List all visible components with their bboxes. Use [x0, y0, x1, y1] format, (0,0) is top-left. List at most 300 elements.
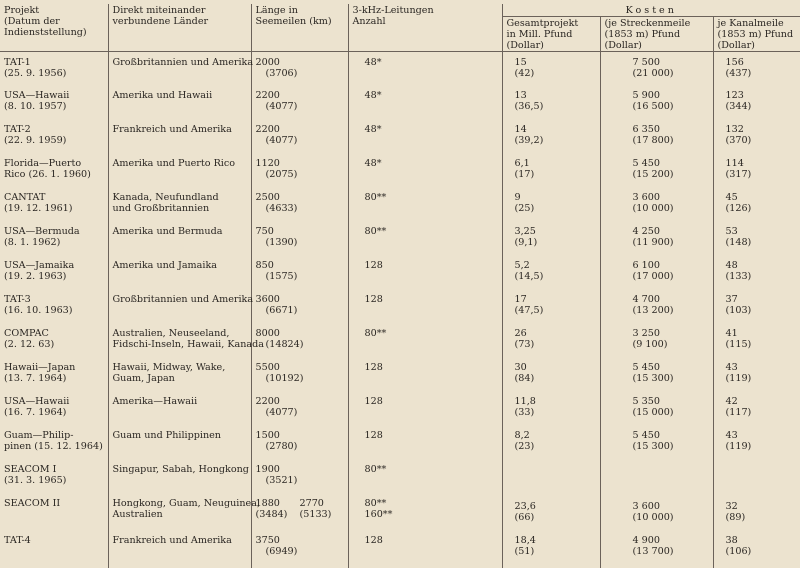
countries-cell — [108, 497, 260, 534]
header-countries: Direkt miteinander verbundene Länder — [108, 4, 251, 52]
lines-cell — [348, 534, 502, 568]
total-cost-usd: (39,2) — [514, 135, 544, 146]
total-cost-cell — [502, 123, 600, 157]
table-row — [0, 534, 800, 568]
total-cost-cell — [502, 534, 600, 568]
channel-cost-cell — [713, 259, 800, 293]
total-cost: 23,6 — [514, 501, 536, 512]
project-name: TAT-2 — [4, 124, 31, 135]
total-cost-cell — [502, 52, 600, 90]
length-km: (3484) — [255, 509, 288, 520]
total-cost-usd: (47,5) — [514, 305, 544, 316]
total-cost-cell — [502, 293, 600, 327]
length-km: (10192) — [265, 373, 304, 384]
length-nm: 3750 — [255, 535, 280, 546]
total-cost: 5,2 — [514, 260, 530, 271]
country-line: Amerika und Puerto Rico — [112, 158, 236, 169]
channel-cost-usd: (437) — [725, 68, 752, 79]
project-date: (22. 9. 1959) — [4, 135, 67, 146]
project-name: Florida—Puerto — [4, 158, 82, 169]
length-cell — [251, 429, 348, 463]
route-cost-usd: (11 900) — [632, 237, 674, 248]
route-cost-usd: (10 000) — [632, 203, 674, 214]
project-cell — [0, 89, 108, 123]
length-km: (4077) — [265, 135, 298, 146]
route-cost: 4 700 — [632, 294, 660, 305]
countries-cell — [108, 89, 251, 123]
header-per-channel-mile: je Kanalmeile (1853 m) Pfund (Dollar) — [713, 17, 800, 52]
project-cell — [0, 395, 108, 429]
table-row — [0, 259, 800, 293]
route-cost-usd: (17 000) — [632, 271, 674, 282]
route-cost-usd: (15 300) — [632, 441, 674, 452]
country-line: Frankreich und Amerika — [112, 124, 232, 135]
route-cost: 3 600 — [632, 192, 660, 203]
channel-cost-cell — [713, 123, 800, 157]
total-cost-usd: (9,1) — [514, 237, 538, 248]
channel-cost-cell — [713, 497, 800, 534]
channel-cost: 42 — [725, 396, 738, 407]
total-cost-cell — [502, 157, 600, 191]
channel-cost: 43 — [725, 430, 738, 441]
project-name: TAT-1 — [4, 57, 31, 68]
channel-cost-usd: (344) — [725, 101, 752, 112]
project-cell — [0, 534, 108, 568]
length-cell — [251, 225, 348, 259]
channel-cost-cell — [713, 89, 800, 123]
table-row — [0, 293, 800, 327]
project-date: (13. 7. 1964) — [4, 373, 67, 384]
length-nm: 2200 — [255, 396, 280, 407]
route-cost-cell — [600, 52, 713, 90]
project-name: USA—Hawaii — [4, 396, 70, 407]
length-cell — [251, 497, 348, 534]
lines-cell — [348, 293, 502, 327]
length-cell — [251, 534, 348, 568]
channel-cost-cell — [713, 52, 800, 90]
route-cost: 4 250 — [632, 226, 660, 237]
country-line: Großbritannien und Amerika — [112, 294, 254, 305]
project-cell — [0, 327, 108, 361]
route-cost-cell — [600, 225, 713, 259]
channel-cost-cell — [713, 463, 800, 497]
channel-cost-usd: (103) — [725, 305, 752, 316]
lines-count: 48* — [364, 158, 382, 169]
route-cost-usd: (10 000) — [632, 512, 674, 523]
length-nm: 8000 — [255, 328, 280, 339]
project-date: (16. 7. 1964) — [4, 407, 67, 418]
route-cost-cell — [600, 123, 713, 157]
route-cost: 3 250 — [632, 328, 660, 339]
countries-cell — [108, 293, 254, 327]
project-date: (8. 1. 1962) — [4, 237, 61, 248]
channel-cost-cell — [713, 534, 800, 568]
route-cost: 5 450 — [632, 362, 660, 373]
lines-cell — [348, 327, 502, 361]
length-km: (14824) — [265, 339, 304, 350]
route-cost-cell — [600, 327, 713, 361]
total-cost-cell — [502, 361, 600, 395]
project-date: (19. 12. 1961) — [4, 203, 73, 214]
channel-cost-cell — [713, 429, 800, 463]
length-cell — [251, 89, 348, 123]
project-date: (2. 12. 63) — [4, 339, 55, 350]
channel-cost: 114 — [725, 158, 744, 169]
route-cost: 5 450 — [632, 158, 660, 169]
lines-count: 80** — [364, 498, 387, 509]
route-cost: 5 900 — [632, 90, 660, 101]
route-cost-usd: (15 200) — [632, 169, 674, 180]
route-cost-usd: (9 100) — [632, 339, 668, 350]
channel-cost-cell — [713, 157, 800, 191]
project-date: (25. 9. 1956) — [4, 68, 67, 79]
countries-cell — [108, 361, 251, 395]
length-cell — [251, 259, 348, 293]
total-cost: 13 — [514, 90, 527, 101]
countries-cell — [108, 123, 251, 157]
length-cell — [251, 395, 348, 429]
lines-cell — [348, 157, 502, 191]
countries-cell — [108, 191, 251, 225]
project-cell — [0, 123, 108, 157]
length-cell — [251, 327, 348, 361]
table-row — [0, 157, 800, 191]
total-cost-cell — [502, 463, 600, 497]
country-line: Guam und Philippinen — [112, 430, 221, 441]
length-nm: 1500 — [255, 430, 280, 441]
header-costs: Kosten — [502, 4, 800, 17]
channel-cost-cell — [713, 293, 800, 327]
lines-count: 80** — [364, 226, 387, 237]
channel-cost-usd: (317) — [725, 169, 752, 180]
project-date: pinen (15. 12. 1964) — [4, 441, 103, 452]
total-cost-usd: (25) — [514, 203, 535, 214]
project-date: (19. 2. 1963) — [4, 271, 67, 282]
route-cost: 6 100 — [632, 260, 660, 271]
project-date: (31. 3. 1965) — [4, 475, 67, 486]
channel-cost: 123 — [725, 90, 744, 101]
country-line: Amerika und Jamaika — [112, 260, 217, 271]
project-date: Rico (26. 1. 1960) — [4, 169, 91, 180]
length-cell — [251, 361, 348, 395]
channel-cost: 43 — [725, 362, 738, 373]
route-cost-usd: (16 500) — [632, 101, 674, 112]
cable-cost-table — [0, 4, 800, 568]
route-cost-cell — [600, 361, 713, 395]
length-km: (4077) — [265, 101, 298, 112]
total-cost-usd: (84) — [514, 373, 535, 384]
total-cost: 6,1 — [514, 158, 530, 169]
length-km-2: (5133) — [299, 509, 332, 520]
project-cell — [0, 52, 108, 90]
total-cost: 3,25 — [514, 226, 536, 237]
project-name: USA—Bermuda — [4, 226, 80, 237]
channel-cost-cell — [713, 225, 800, 259]
total-cost-cell — [502, 395, 600, 429]
length-km: (1390) — [265, 237, 298, 248]
length-cell — [251, 191, 348, 225]
project-name: COMPAC — [4, 328, 49, 339]
length-km: (3706) — [265, 68, 298, 79]
total-cost-usd: (36,5) — [514, 101, 544, 112]
channel-cost: 38 — [725, 535, 738, 546]
length-nm: 2200 — [255, 124, 280, 135]
total-cost-usd: (66) — [514, 512, 535, 523]
length-km: (6949) — [265, 546, 298, 557]
channel-cost: 53 — [725, 226, 738, 237]
total-cost: 11,8 — [514, 396, 536, 407]
total-cost-cell — [502, 89, 600, 123]
lines-count: 80** — [364, 192, 387, 203]
route-cost-usd: (21 000) — [632, 68, 674, 79]
channel-cost-cell — [713, 395, 800, 429]
project-name: CANTAT — [4, 192, 46, 203]
channel-cost-usd: (89) — [725, 512, 746, 523]
route-cost-usd: (13 700) — [632, 546, 674, 557]
channel-cost-usd: (126) — [725, 203, 752, 214]
country-line: Fidschi-Inseln, Hawaii, Kanada — [112, 339, 264, 350]
total-cost-cell — [502, 225, 600, 259]
channel-cost-usd: (370) — [725, 135, 752, 146]
length-cell — [251, 463, 348, 497]
length-cell — [251, 293, 348, 327]
table-row — [0, 327, 800, 361]
length-nm: 5500 — [255, 362, 280, 373]
lines-cell — [348, 463, 502, 497]
country-line: Amerika und Hawaii — [112, 90, 213, 101]
lines-cell — [348, 395, 502, 429]
route-cost: 3 600 — [632, 501, 660, 512]
project-cell — [0, 225, 108, 259]
route-cost-cell — [600, 497, 713, 534]
project-cell — [0, 361, 108, 395]
countries-cell — [108, 395, 251, 429]
total-cost: 18,4 — [514, 535, 536, 546]
project-name: Hawaii—Japan — [4, 362, 76, 373]
country-line: Hongkong, Guam, Neuguinea, — [112, 498, 260, 509]
project-cell — [0, 463, 108, 497]
lines-cell — [348, 497, 502, 534]
project-date: (16. 10. 1963) — [4, 305, 73, 316]
lines-count: 48* — [364, 90, 382, 101]
total-cost: 8,2 — [514, 430, 530, 441]
lines-count: 128 — [364, 362, 383, 373]
length-km: (2075) — [265, 169, 298, 180]
route-cost-cell — [600, 89, 713, 123]
channel-cost-usd: (115) — [725, 339, 752, 350]
lines-cell — [348, 225, 502, 259]
channel-cost: 41 — [725, 328, 738, 339]
total-cost-cell — [502, 259, 600, 293]
total-cost-cell — [502, 191, 600, 225]
country-line: Kanada, Neufundland — [112, 192, 219, 203]
length-cell — [251, 123, 348, 157]
table-row — [0, 497, 800, 534]
header-total: Gesamtprojekt in Mill. Pfund (Dollar) — [502, 17, 600, 52]
table-row — [0, 463, 800, 497]
length-km: (1575) — [265, 271, 298, 282]
route-cost-cell — [600, 191, 713, 225]
lines-cell — [348, 123, 502, 157]
lines-cell — [348, 429, 502, 463]
route-cost-usd: (15 300) — [632, 373, 674, 384]
length-nm: 850 — [255, 260, 274, 271]
project-name: TAT-3 — [4, 294, 31, 305]
country-line: Guam, Japan — [112, 373, 175, 384]
total-cost: 15 — [514, 57, 527, 68]
length-nm: 750 — [255, 226, 274, 237]
total-cost-usd: (14,5) — [514, 271, 544, 282]
project-name: Guam—Philip- — [4, 430, 74, 441]
channel-cost: 45 — [725, 192, 738, 203]
project-name: SEACOM II — [4, 498, 61, 509]
table-row — [0, 429, 800, 463]
project-cell — [0, 259, 108, 293]
channel-cost-cell — [713, 327, 800, 361]
countries-cell — [108, 52, 254, 90]
channel-cost-cell — [713, 361, 800, 395]
table-row — [0, 225, 800, 259]
lines-cell — [348, 89, 502, 123]
route-cost-cell — [600, 259, 713, 293]
length-nm: 2000 — [255, 57, 280, 68]
channel-cost: 156 — [725, 57, 744, 68]
route-cost: 5 450 — [632, 430, 660, 441]
total-cost-usd: (42) — [514, 68, 535, 79]
project-name: USA—Hawaii — [4, 90, 70, 101]
channel-cost: 48 — [725, 260, 738, 271]
lines-count: 128 — [364, 396, 383, 407]
country-line: Großbritannien und Amerika — [112, 57, 254, 68]
total-cost: 17 — [514, 294, 527, 305]
total-cost-usd: (51) — [514, 546, 535, 557]
length-km: (6671) — [265, 305, 298, 316]
length-km: (3521) — [265, 475, 298, 486]
route-cost-usd: (13 200) — [632, 305, 674, 316]
header-lines: 3-kHz-Leitungen Anzahl — [348, 4, 502, 52]
total-cost-cell — [502, 429, 600, 463]
countries-cell — [108, 327, 264, 361]
total-cost-usd: (23) — [514, 441, 535, 452]
channel-cost-usd: (148) — [725, 237, 752, 248]
table-row — [0, 395, 800, 429]
lines-count: 80** — [364, 328, 387, 339]
countries-cell — [108, 429, 251, 463]
route-cost-cell — [600, 463, 713, 497]
length-km: (4077) — [265, 407, 298, 418]
project-cell — [0, 293, 108, 327]
total-cost: 26 — [514, 328, 527, 339]
project-name: SEACOM I — [4, 464, 57, 475]
route-cost-usd: (17 800) — [632, 135, 674, 146]
length-nm: 2200 — [255, 90, 280, 101]
total-cost: 30 — [514, 362, 527, 373]
project-cell — [0, 497, 108, 534]
lines-count: 128 — [364, 430, 383, 441]
length-cell — [251, 52, 348, 90]
length-km: (4633) — [265, 203, 298, 214]
header-project: Projekt (Datum der Indienststellung) — [0, 4, 108, 52]
total-cost-cell — [502, 497, 600, 534]
countries-cell — [108, 157, 251, 191]
countries-cell — [108, 259, 251, 293]
project-cell — [0, 191, 108, 225]
header-length: Länge in Seemeilen (km) — [251, 4, 348, 52]
route-cost-cell — [600, 293, 713, 327]
route-cost: 4 900 — [632, 535, 660, 546]
table-row — [0, 361, 800, 395]
lines-count: 128 — [364, 294, 383, 305]
total-cost-usd: (73) — [514, 339, 535, 350]
length-cell — [251, 157, 348, 191]
channel-cost: 32 — [725, 501, 738, 512]
total-cost: 14 — [514, 124, 527, 135]
table-row — [0, 89, 800, 123]
route-cost-cell — [600, 395, 713, 429]
channel-cost-usd: (133) — [725, 271, 752, 282]
country-line: und Großbritannien — [112, 203, 210, 214]
country-line: Hawaii, Midway, Wake, — [112, 362, 226, 373]
country-line: Australien, Neuseeland, — [112, 328, 230, 339]
route-cost-usd: (15 000) — [632, 407, 674, 418]
project-cell — [0, 429, 108, 463]
total-cost-cell — [502, 327, 600, 361]
length-nm: 1900 — [255, 464, 280, 475]
project-name: TAT-4 — [4, 535, 31, 546]
route-cost: 5 350 — [632, 396, 660, 407]
route-cost-cell — [600, 429, 713, 463]
countries-cell — [108, 225, 251, 259]
lines-count: 48* — [364, 57, 382, 68]
countries-cell — [108, 534, 251, 568]
country-line: Frankreich und Amerika — [112, 535, 232, 546]
project-name: USA—Jamaika — [4, 260, 75, 271]
project-cell — [0, 157, 108, 191]
channel-cost-usd: (119) — [725, 373, 752, 384]
country-line: Amerika—Hawaii — [112, 396, 198, 407]
country-line: Australien — [112, 509, 163, 520]
length-nm: 1120 — [255, 158, 280, 169]
total-cost-usd: (33) — [514, 407, 535, 418]
length-nm: 2500 — [255, 192, 280, 203]
lines-count-2: 160** — [364, 509, 393, 520]
lines-count: 80** — [364, 464, 387, 475]
lines-count: 128 — [364, 535, 383, 546]
table-row — [0, 123, 800, 157]
channel-cost-usd: (117) — [725, 407, 752, 418]
lines-count: 48* — [364, 124, 382, 135]
country-line: Singapur, Sabah, Hongkong — [112, 464, 249, 475]
lines-cell — [348, 191, 502, 225]
country-line: Amerika und Bermuda — [112, 226, 223, 237]
channel-cost-cell — [713, 191, 800, 225]
lines-cell — [348, 361, 502, 395]
channel-cost: 37 — [725, 294, 738, 305]
countries-cell — [108, 463, 251, 497]
length-km: (2780) — [265, 441, 298, 452]
lines-cell — [348, 52, 502, 90]
route-cost: 6 350 — [632, 124, 660, 135]
lines-cell — [348, 259, 502, 293]
table-row — [0, 191, 800, 225]
length-nm: 3600 — [255, 294, 280, 305]
total-cost: 9 — [514, 192, 521, 203]
length-nm: 1880 — [255, 498, 280, 509]
channel-cost: 132 — [725, 124, 744, 135]
route-cost: 7 500 — [632, 57, 660, 68]
channel-cost-usd: (106) — [725, 546, 752, 557]
project-date: (8. 10. 1957) — [4, 101, 67, 112]
